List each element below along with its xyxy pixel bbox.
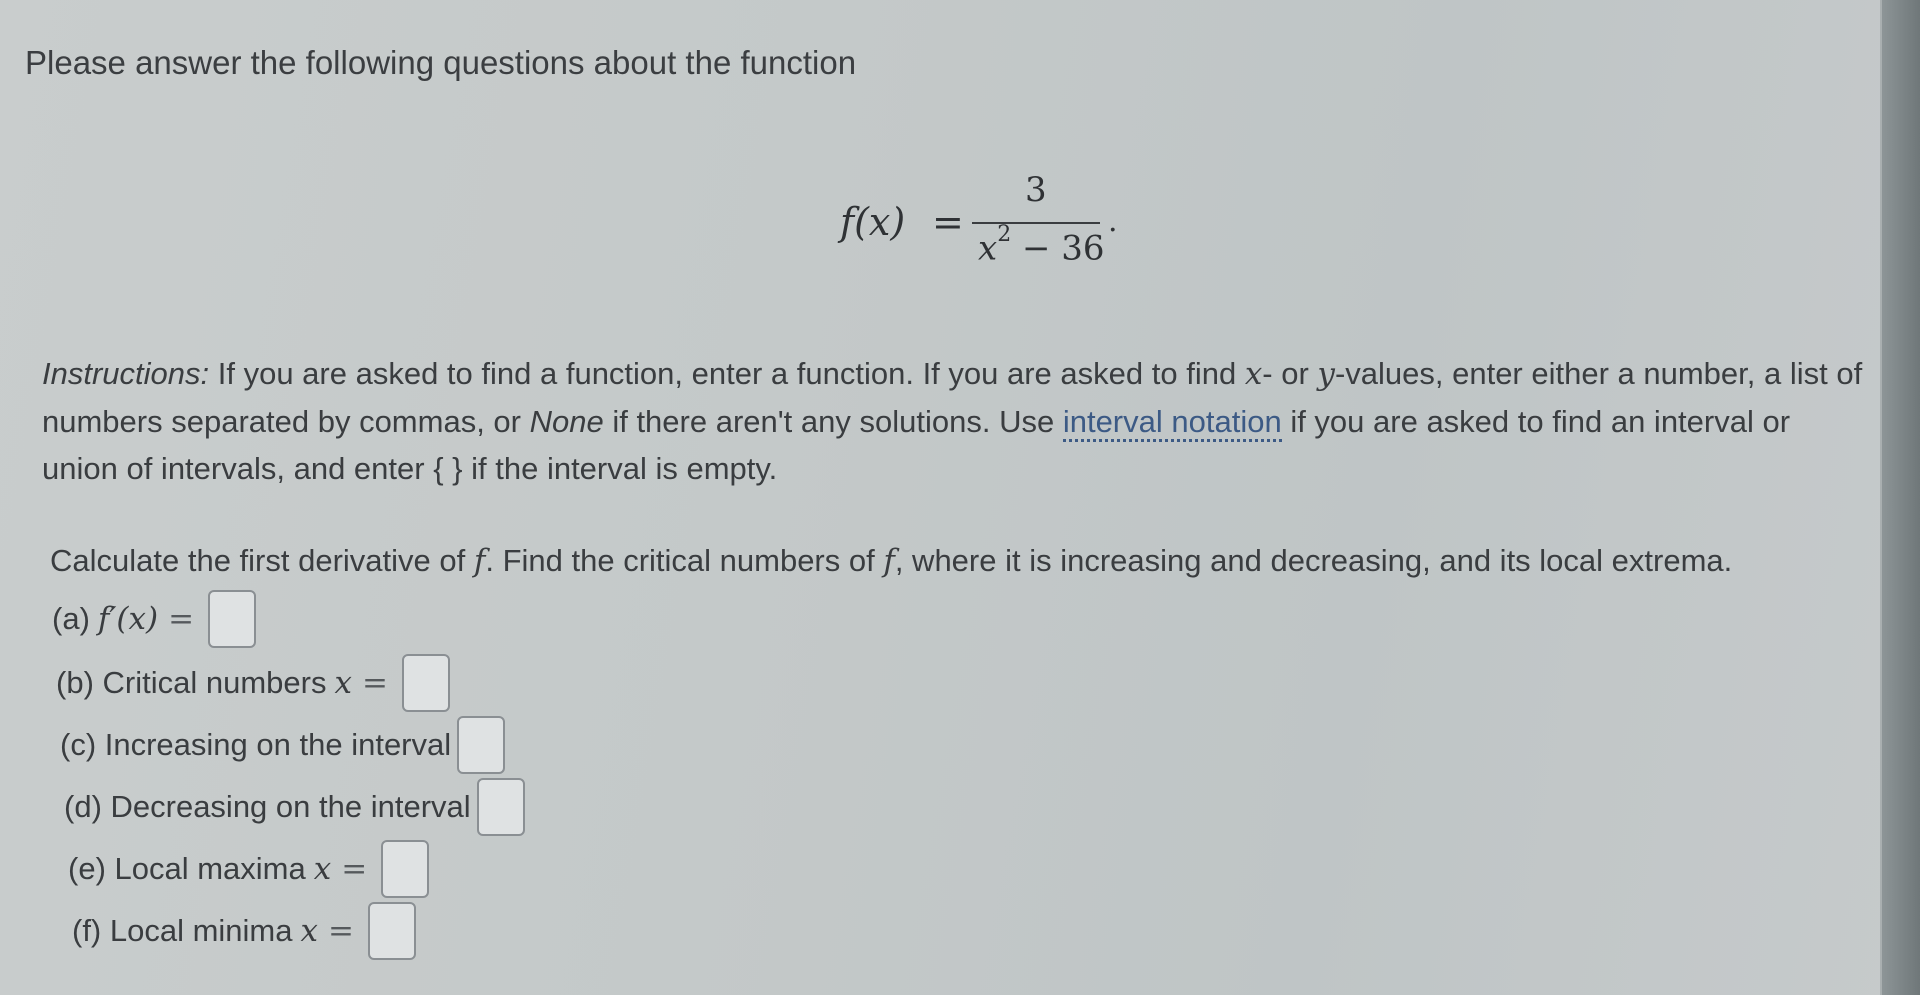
part-b-math: x xyxy=(334,665,352,701)
part-a-math: f′(x) xyxy=(97,601,159,637)
instructions-text-1: If you are asked to find a function, enter a function. If you are asked to find xyxy=(209,356,1245,391)
denominator-exponent: 2 xyxy=(997,222,1012,247)
fraction-bar xyxy=(972,222,1100,224)
part-c-label: (c) Increasing on the interval xyxy=(60,727,452,762)
part-f-equals: = xyxy=(327,913,354,949)
part-e-label: (e) Local maxima xyxy=(68,851,306,886)
question-text xyxy=(50,543,1732,579)
y-variable: y xyxy=(1317,356,1335,392)
part-b-equals: = xyxy=(361,665,388,701)
none-keyword: None xyxy=(529,404,604,439)
part-b-row xyxy=(56,654,450,712)
formula-equals: = xyxy=(932,200,964,244)
instructions-text-3: -values, enter either a number, a list of numbers separated by commas, or xyxy=(42,356,1863,439)
window-edge xyxy=(1882,0,1920,995)
function-symbol-1: f xyxy=(473,543,486,579)
part-d-row xyxy=(64,778,525,836)
part-f-math: x xyxy=(300,913,318,949)
formula-period: . xyxy=(1108,204,1118,239)
part-b-label: (b) Critical numbers xyxy=(56,665,327,700)
local-maxima-input[interactable] xyxy=(381,840,429,898)
critical-numbers-input[interactable] xyxy=(402,654,450,712)
part-e-equals: = xyxy=(341,851,368,887)
question-text-3: , where it is increasing and decreasing, and its local extrema. xyxy=(894,543,1733,578)
formula-lhs: f(x) xyxy=(840,200,906,244)
part-e-row xyxy=(68,840,429,898)
increasing-interval-input[interactable] xyxy=(457,716,505,774)
part-a-row xyxy=(52,590,256,648)
denominator-constant: − 36 xyxy=(1011,228,1105,269)
part-d-label: (d) Decreasing on the interval xyxy=(64,789,471,824)
denominator-variable: x xyxy=(978,228,998,269)
question-text-1: Calculate the first derivative of xyxy=(50,543,474,578)
prompt-text: Please answer the following questions about the function xyxy=(25,44,857,81)
formula-numerator: 3 xyxy=(1025,170,1047,210)
part-e-math: x xyxy=(313,851,332,887)
part-a-label: (a) xyxy=(52,601,90,636)
part-f-label: (f) Local minima xyxy=(72,913,293,948)
question-text-2: . Find the critical numbers of xyxy=(485,543,884,578)
decreasing-interval-input[interactable] xyxy=(477,778,525,836)
function-symbol-2: f xyxy=(883,543,895,579)
instructions-paragraph xyxy=(42,350,1872,492)
instructions-text-2: - or xyxy=(1262,356,1318,391)
local-minima-input[interactable] xyxy=(368,902,416,960)
part-f-row xyxy=(72,902,416,960)
instructions-text-4: if there aren't any solutions. Use xyxy=(603,404,1063,439)
part-c-row xyxy=(60,716,505,774)
interval-notation-link[interactable]: interval notation xyxy=(1063,404,1282,442)
x-variable: x xyxy=(1244,356,1263,392)
instructions-text-5: if you are asked to find an interval or union of intervals, and enter { } if the interval is empty. xyxy=(42,404,1791,486)
instructions-label: Instructions: xyxy=(42,356,210,391)
derivative-answer-input[interactable] xyxy=(208,590,256,648)
part-a-equals: = xyxy=(168,601,195,637)
formula-denominator xyxy=(978,222,1105,269)
